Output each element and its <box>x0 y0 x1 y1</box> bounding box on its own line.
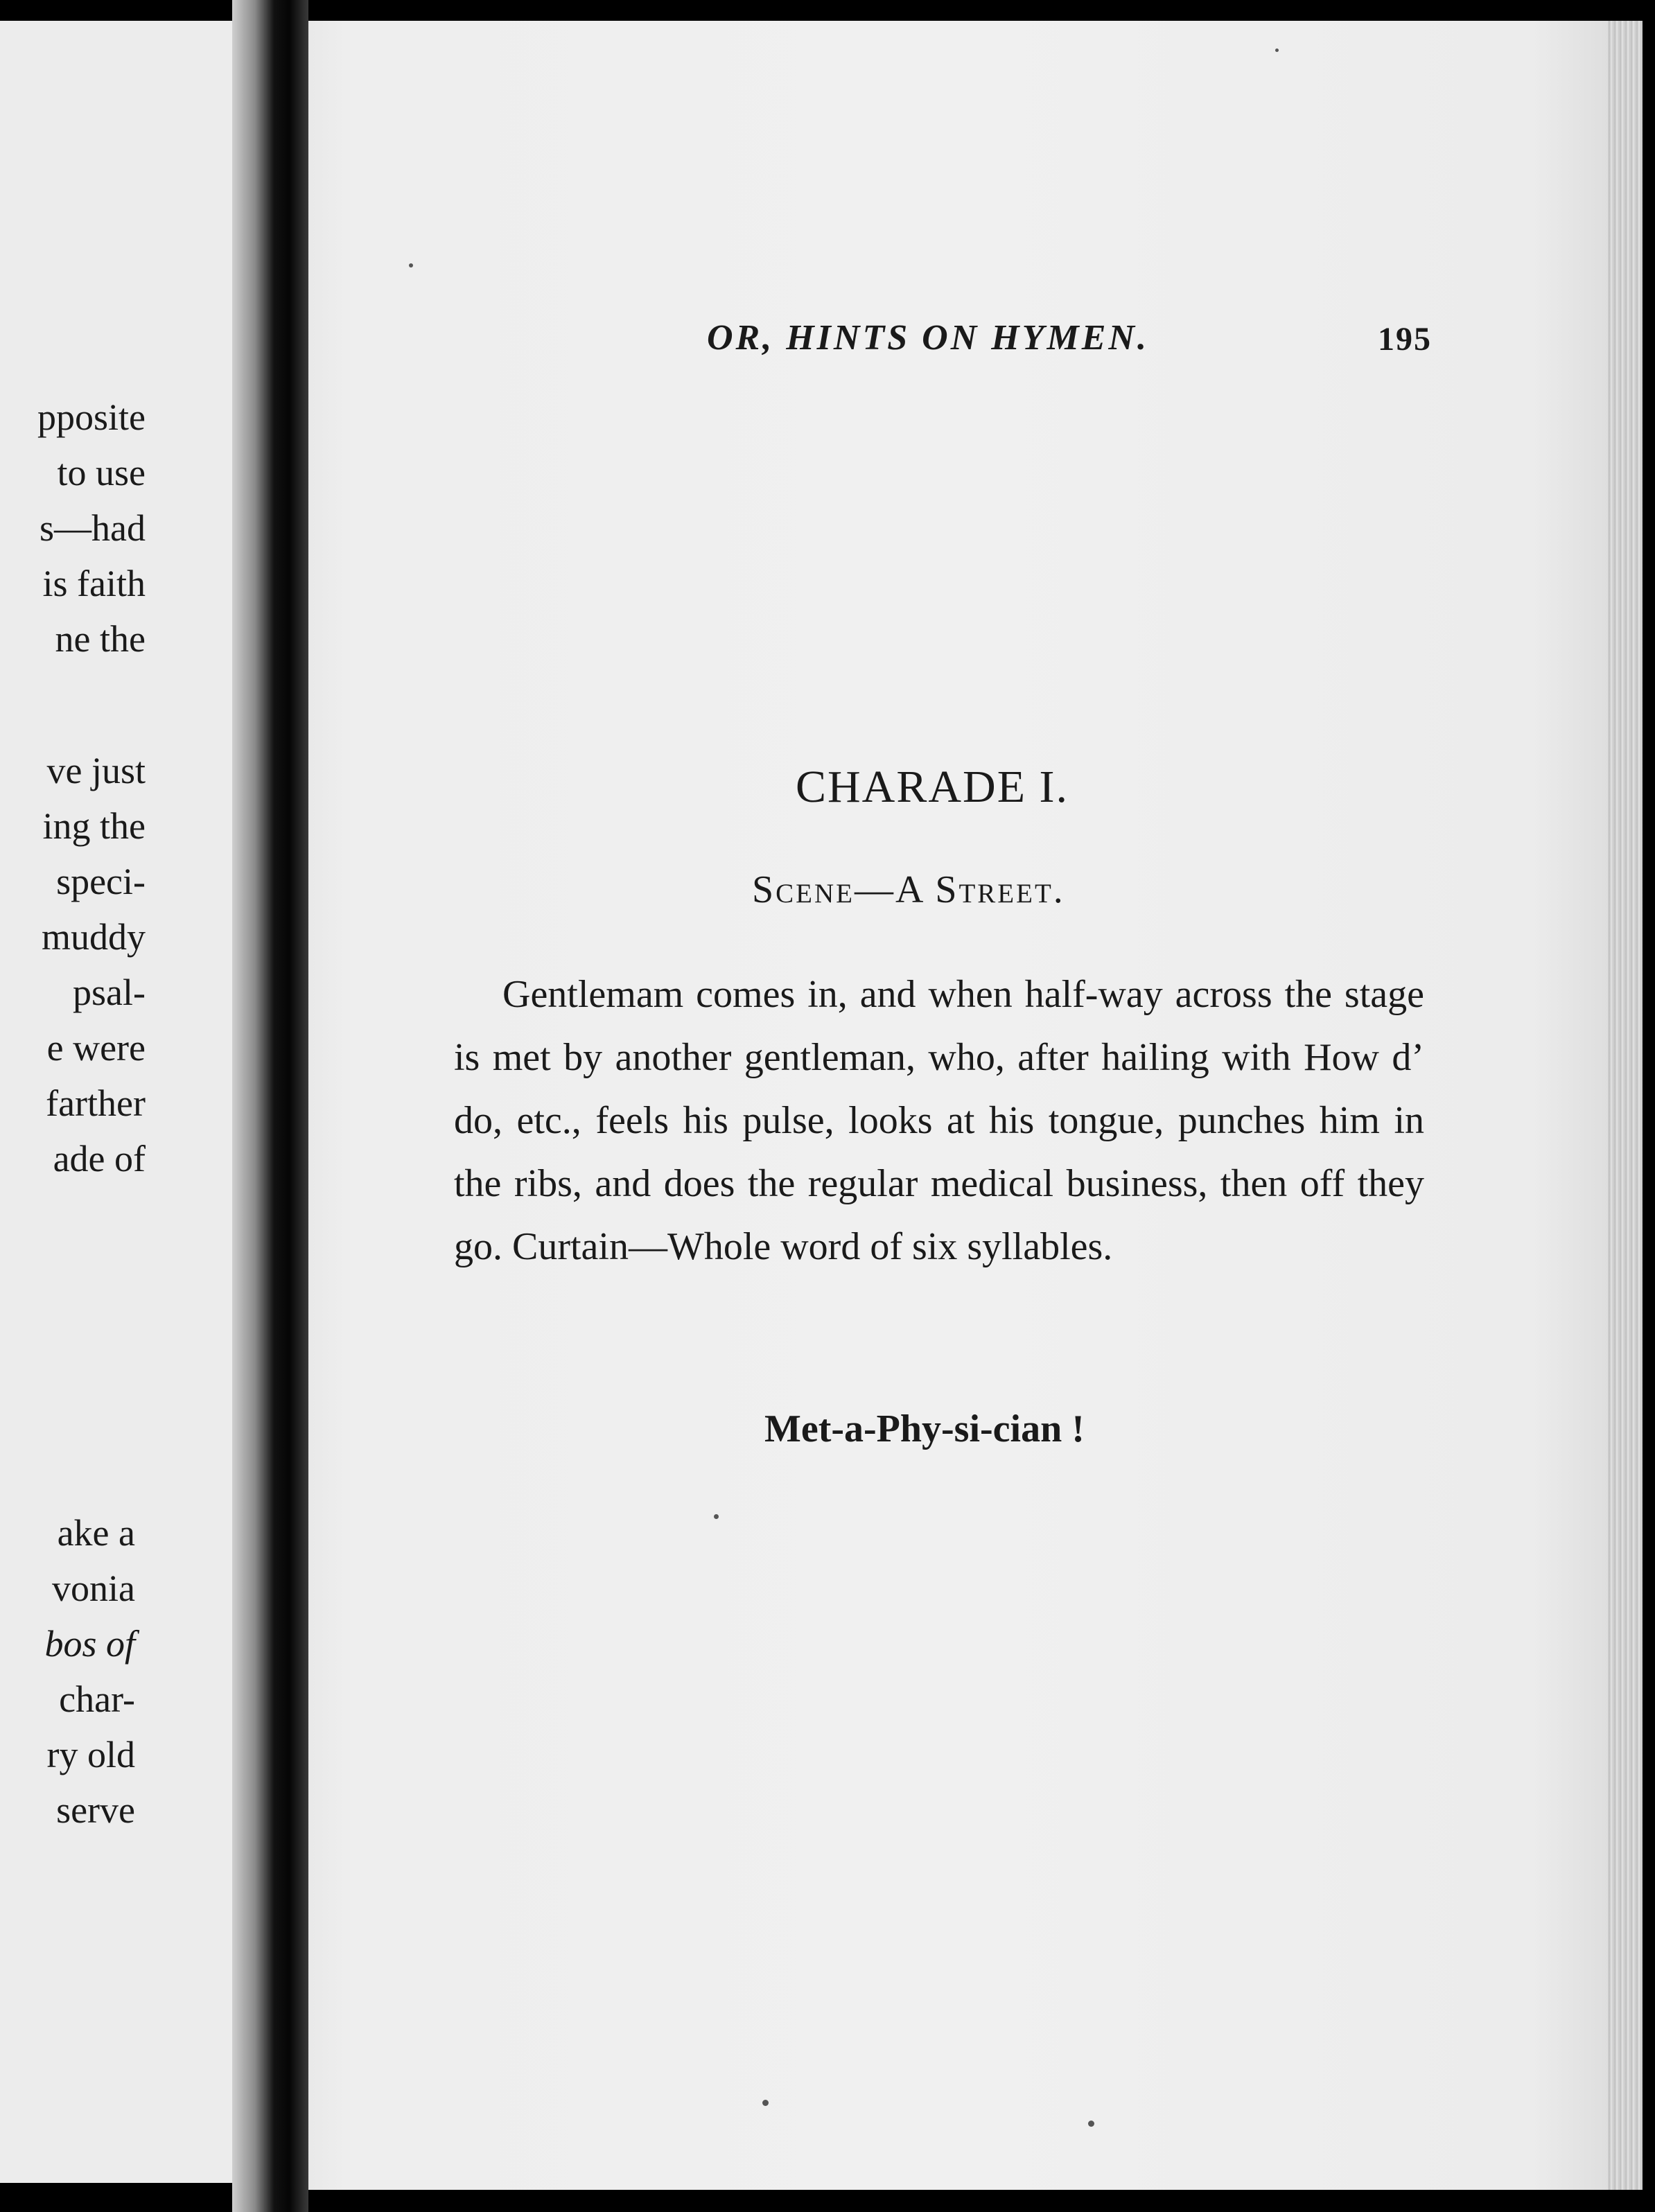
left-page-line: farther <box>46 1082 146 1124</box>
left-page-line: serve <box>56 1789 135 1831</box>
book-gutter <box>232 0 308 2212</box>
left-page-line: ing the <box>42 805 146 847</box>
left-page-line: bos of <box>44 1623 135 1665</box>
left-page-line: ade of <box>53 1138 146 1179</box>
left-page-line: ne the <box>55 618 146 660</box>
body-text: Gentlemam comes in, and when half-way across the stage is met by another gentleman, who, after hailing with How d’ do, etc., feels his pulse, looks at his tongue, punches him in the ribs, and does the regular medical business, then off they go. Curtain—Whole word of six syllables. <box>454 973 1424 1268</box>
paper-speck <box>762 2100 769 2106</box>
left-page-line: ake a <box>57 1512 135 1554</box>
scene-heading: Scene—A Street. <box>752 868 1065 911</box>
paper-speck <box>409 263 413 267</box>
left-page-line: e were <box>46 1027 146 1069</box>
left-page-line: char- <box>59 1678 135 1720</box>
left-page-line: ve just <box>46 750 146 791</box>
paper-speck <box>714 1514 719 1519</box>
paper-speck <box>1088 2121 1094 2127</box>
charade-title: CHARADE I. <box>796 762 1069 812</box>
left-page-line: is faith <box>42 563 146 604</box>
body-paragraph <box>454 963 1424 1279</box>
page-edge <box>1608 21 1643 2190</box>
left-page-line: vonia <box>52 1568 135 1609</box>
left-page-line: psal- <box>73 972 146 1013</box>
left-page-line: speci- <box>56 861 146 902</box>
paper-speck <box>1275 49 1279 52</box>
left-page-line: to use <box>57 452 146 493</box>
charade-answer: Met-a-Phy-si-cian ! <box>764 1407 1085 1450</box>
left-page-line: pposite <box>37 396 146 438</box>
left-page-line: muddy <box>41 916 146 958</box>
left-page-line: ry old <box>46 1734 135 1775</box>
left-page-line: s—had <box>40 507 146 549</box>
running-head: OR, HINTS ON HYMEN. <box>707 318 1149 358</box>
page-number: 195 <box>1378 321 1432 358</box>
